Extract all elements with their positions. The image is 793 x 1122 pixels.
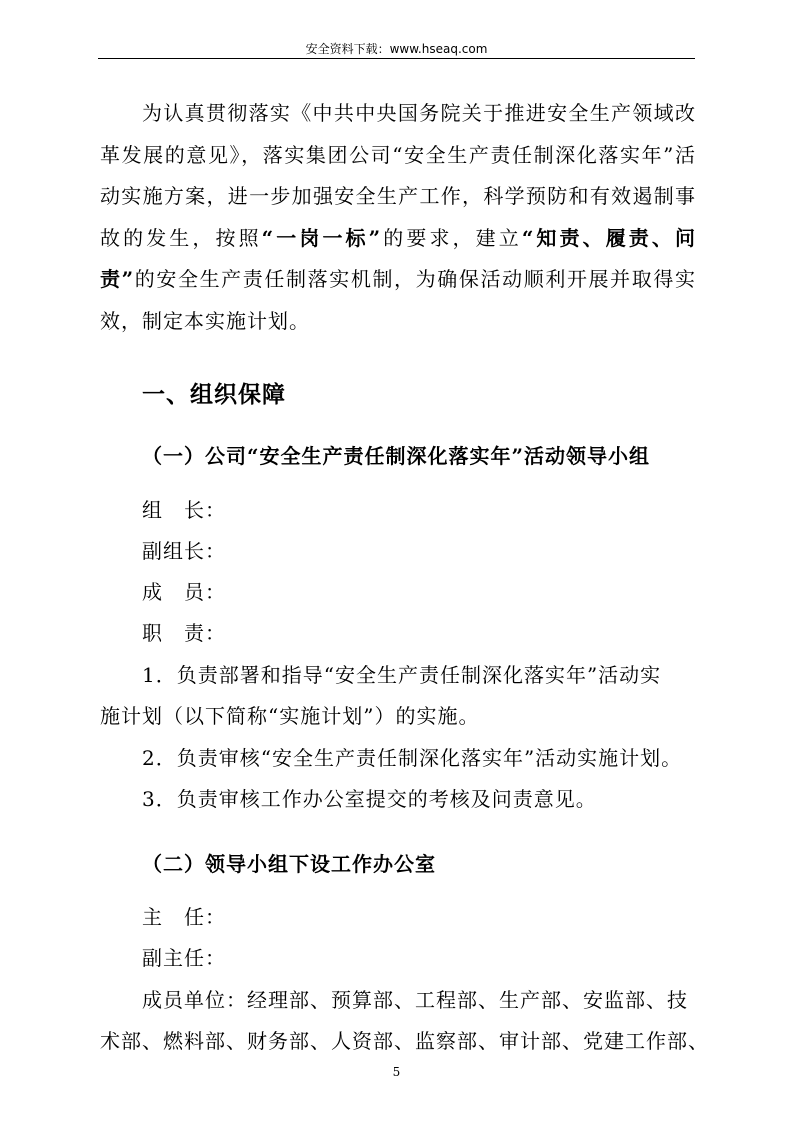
intro-paragraph bbox=[100, 93, 696, 342]
intro-text-2: 的要求，建立 bbox=[381, 225, 522, 250]
subsection-2-heading: （二）领导小组下设工作办公室 bbox=[142, 852, 436, 876]
intro-text-1: 为认真贯彻落实《中共中央国务院关于推进安全生产领域改革发展的意见》，落实集团公司“安全生产责任制深化落实年”活动实施方案，进一步加强安全生产工作，科学预防和有效遏制事故的发生，按照 bbox=[100, 101, 696, 250]
page-header: 安全资料下载：www.hseaq.com bbox=[305, 42, 488, 56]
section-1-heading: 一、组织保障 bbox=[142, 381, 286, 408]
intro-text-3: 的安全生产责任制落实机制，为确保活动顺利开展并取得实效，制定本实施计划。 bbox=[100, 267, 696, 333]
duty-item-2: 2．负责审核“安全生产责任制深化落实年”活动实施计划。 bbox=[142, 746, 683, 770]
deputy-director-label: 副主任： bbox=[142, 946, 226, 970]
group-leader-label: 组 长： bbox=[142, 498, 226, 522]
duty-item-1-line-2: 施计划（以下简称“实施计划”）的实施。 bbox=[100, 704, 480, 728]
intro-bold-1: “一岗一标” bbox=[261, 225, 382, 250]
duties-label: 职 责： bbox=[142, 621, 226, 645]
deputy-leader-label: 副组长： bbox=[142, 539, 226, 563]
member-units-line-1: 成员单位：经理部、预算部、工程部、生产部、安监部、技 bbox=[142, 988, 688, 1012]
director-label: 主 任： bbox=[142, 905, 226, 929]
member-units-line-2: 术部、燃料部、财务部、人资部、监察部、审计部、党建工作部、 bbox=[100, 1029, 709, 1053]
page-number: 5 bbox=[392, 1065, 401, 1079]
duty-item-1-line-1: 1．负责部署和指导“安全生产责任制深化落实年”活动实 bbox=[142, 663, 662, 687]
duty-item-3: 3．负责审核工作办公室提交的考核及问责意见。 bbox=[142, 787, 597, 811]
members-label: 成 员： bbox=[142, 580, 226, 604]
subsection-1-heading: （一）公司“安全生产责任制深化落实年”活动领导小组 bbox=[142, 444, 651, 468]
intro-bold-2: “知责、履责、问责” bbox=[100, 225, 696, 291]
header-divider bbox=[98, 58, 695, 59]
